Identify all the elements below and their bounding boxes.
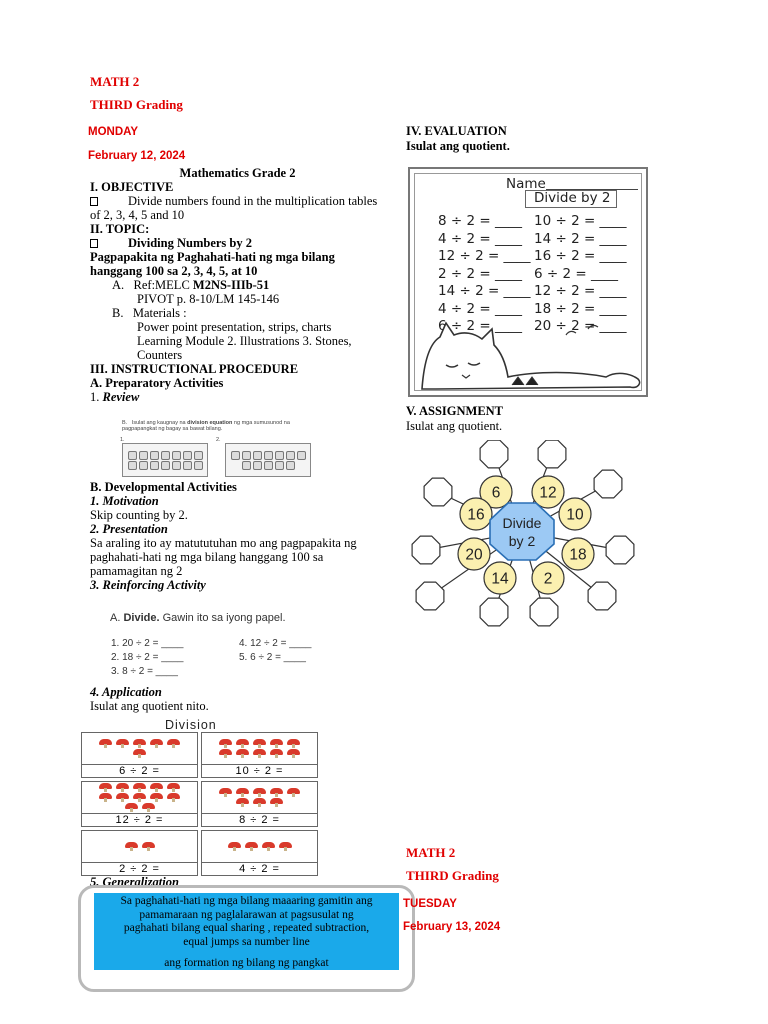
rf-item: 5. 6 ÷ 2 = ____ bbox=[239, 652, 306, 663]
ref-line bbox=[90, 278, 385, 292]
worksheet-problem: 6 ÷ 2 = ____ bbox=[438, 318, 522, 334]
outer-answer-octagon bbox=[530, 598, 558, 626]
division-card bbox=[81, 830, 198, 876]
lesson-plan bbox=[90, 166, 385, 404]
worksheet-problem: 4 ÷ 2 = ____ bbox=[438, 230, 522, 247]
reinforcing-items bbox=[111, 638, 349, 677]
evaluation-heading: IV. EVALUATION bbox=[406, 124, 507, 138]
mushroom-icon bbox=[116, 793, 129, 802]
mushroom-icon bbox=[236, 739, 249, 748]
mushroom-icon bbox=[253, 749, 266, 758]
mushroom-icon bbox=[270, 739, 283, 748]
application-section bbox=[90, 685, 209, 713]
objective-heading: I. OBJECTIVE bbox=[90, 180, 174, 194]
review-item-2-num: 2. bbox=[216, 437, 221, 443]
mushroom-icon bbox=[142, 842, 155, 851]
mushroom-icon bbox=[270, 798, 283, 807]
mushroom-icon bbox=[279, 842, 292, 851]
flower-center bbox=[490, 503, 554, 560]
mushroom-icon bbox=[219, 739, 232, 748]
dev-heading: B. Developmental Activities bbox=[90, 480, 237, 494]
materials-label: B. bbox=[112, 306, 124, 320]
generalization-box bbox=[94, 893, 399, 970]
topic-heading: II. TOPIC: bbox=[90, 222, 150, 236]
division-card bbox=[201, 830, 318, 876]
rf-bold: Divide. bbox=[123, 612, 160, 624]
mushroom-icon bbox=[219, 749, 232, 758]
mushroom-icon bbox=[287, 788, 300, 797]
worksheet-problem: 2 ÷ 2 = ____ bbox=[438, 265, 522, 282]
mushroom-icon bbox=[253, 798, 266, 807]
reinforcing-instruction bbox=[110, 612, 286, 624]
mushroom-group bbox=[202, 782, 317, 813]
worksheet-name-label: Name bbox=[506, 176, 546, 192]
mushroom-group bbox=[82, 831, 197, 862]
mushroom-icon bbox=[150, 793, 163, 802]
mushroom-icon bbox=[287, 739, 300, 748]
mushroom-icon bbox=[167, 783, 180, 792]
generalization-heading: 5. Generalization bbox=[90, 875, 179, 889]
review-label: Review bbox=[102, 390, 140, 404]
mushroom-icon bbox=[142, 803, 155, 812]
mushroom-icon bbox=[167, 793, 180, 802]
worksheet-problem: 18 ÷ 2 = ____ bbox=[534, 300, 627, 317]
application-heading: 4. Application bbox=[90, 685, 162, 699]
review-ins-post: ng mga sumusunod na pagpapangkat ng bagay sa bawat bilang. bbox=[122, 420, 290, 432]
division-equation: 2 ÷ 2 = bbox=[82, 862, 197, 875]
mushroom-icon bbox=[99, 783, 112, 792]
presentation-text-1: Sa araling ito ay matututuhan mo ang pagpapakita ng bbox=[90, 536, 357, 550]
review-image-2 bbox=[225, 443, 311, 477]
worksheet-problem: 10 ÷ 2 = ____ bbox=[534, 213, 627, 229]
worksheet-problem: 4 ÷ 2 = ____ bbox=[438, 300, 522, 317]
mushroom-icon bbox=[253, 739, 266, 748]
assignment-instruction: Isulat ang quotient. bbox=[406, 419, 503, 433]
mushroom-icon bbox=[287, 749, 300, 758]
day-label: MONDAY bbox=[88, 126, 139, 138]
presentation-text-2: paghahati-hati ng mga bilang hanggang 100 sa pamamagitan ng 2 bbox=[90, 550, 324, 578]
petal-number: 6 bbox=[491, 484, 501, 502]
mushroom-icon bbox=[236, 749, 249, 758]
mushroom-icon bbox=[270, 749, 283, 758]
review-ins-bold: division equation bbox=[187, 420, 233, 426]
mushroom-group bbox=[202, 733, 317, 764]
division-title: Division bbox=[165, 718, 217, 732]
outer-answer-octagon bbox=[424, 478, 452, 506]
rf-item: 1. 20 ÷ 2 = ____ bbox=[111, 638, 184, 649]
petal-number: 18 bbox=[569, 546, 587, 564]
mushroom-icon bbox=[133, 793, 146, 802]
mushroom-icon bbox=[167, 739, 180, 748]
mushroom-icon bbox=[270, 788, 283, 797]
mushroom-icon bbox=[133, 749, 146, 758]
date-label: February 12, 2024 bbox=[88, 150, 186, 162]
mushroom-icon bbox=[228, 842, 241, 851]
checkbox-square-icon bbox=[90, 197, 98, 206]
worksheet-problem: 20 ÷ 2 = ____ bbox=[534, 318, 627, 334]
materials-item-1: Power point presentation, strips, charts bbox=[137, 320, 332, 334]
generalization-line: Sa paghahati-hati ng mga bilang maaaring gamitin ang bbox=[120, 895, 373, 907]
ref-prefix: Ref:MELC bbox=[133, 278, 193, 292]
divide-by-2-flower bbox=[408, 440, 638, 630]
mushroom-icon bbox=[262, 842, 275, 851]
petal-number: 16 bbox=[467, 506, 485, 524]
prep-heading: A. Preparatory Activities bbox=[90, 376, 224, 390]
materials-item-2: Learning Module 2. Illustrations 3. Stones, Counters bbox=[137, 334, 352, 362]
petal-number: 10 bbox=[566, 506, 584, 524]
sleeping-cat-illustration bbox=[416, 321, 648, 393]
review-ins-num: B. bbox=[122, 420, 128, 426]
petal-number: 20 bbox=[465, 546, 483, 564]
mushroom-icon bbox=[116, 783, 129, 792]
materials-heading: Materials : bbox=[132, 306, 187, 320]
review-num: 1. bbox=[90, 390, 103, 404]
application-text: Isulat ang quotient nito. bbox=[90, 699, 209, 713]
checkbox-square-icon bbox=[90, 239, 98, 248]
next-day-label: TUESDAY bbox=[403, 898, 457, 910]
worksheet-divide-label: Divide by 2 bbox=[534, 190, 611, 206]
division-card bbox=[201, 781, 318, 827]
reinforcing-heading: 3. Reinforcing Activity bbox=[90, 578, 206, 592]
rf-item: 3. 8 ÷ 2 = ____ bbox=[111, 666, 178, 677]
mushroom-icon bbox=[99, 739, 112, 748]
worksheet-problem: 14 ÷ 2 = ____ bbox=[534, 230, 627, 247]
outer-answer-octagon bbox=[538, 440, 566, 468]
objective-item bbox=[90, 194, 385, 222]
topic-description: Pagpapakita ng Paghahati-hati ng mga bilang hanggang 100 sa 2, 3, 4, 5, at 10 bbox=[90, 250, 335, 278]
division-equation: 4 ÷ 2 = bbox=[202, 862, 317, 875]
mushroom-icon bbox=[253, 788, 266, 797]
evaluation-worksheet bbox=[408, 167, 648, 397]
ref-label: A. bbox=[112, 278, 125, 292]
mushroom-group bbox=[202, 831, 317, 862]
motivation-heading: 1. Motivation bbox=[90, 494, 159, 508]
outer-answer-octagon bbox=[416, 582, 444, 610]
mushroom-icon bbox=[125, 842, 138, 851]
outer-answer-octagon bbox=[480, 598, 508, 626]
outer-answer-octagon bbox=[606, 536, 634, 564]
outer-answer-octagon bbox=[594, 470, 622, 498]
next-grading-title: THIRD Grading bbox=[406, 868, 499, 883]
objective-text: Divide numbers found in the multiplication tables of 2, 3, 4, 5 and 10 bbox=[90, 194, 378, 222]
grading-title: THIRD Grading bbox=[90, 97, 183, 112]
division-equation: 12 ÷ 2 = bbox=[82, 813, 197, 826]
review-ins-pre: Isulat ang kaugnay na bbox=[131, 420, 188, 426]
generalization-line: pamamaraan ng paglalarawan at pagsusulat ng bbox=[139, 908, 354, 921]
outer-answer-octagon bbox=[412, 536, 440, 564]
review-line bbox=[90, 390, 385, 404]
procedure-heading: III. INSTRUCTIONAL PROCEDURE bbox=[90, 362, 299, 376]
division-card bbox=[81, 732, 198, 778]
evaluation-instruction: Isulat ang quotient. bbox=[406, 139, 510, 153]
worksheet-problem: 8 ÷ 2 = ____ bbox=[438, 213, 522, 229]
presentation-heading: 2. Presentation bbox=[90, 522, 168, 536]
generalization-line: ang formation ng bilang ng pangkat bbox=[164, 957, 329, 969]
worksheet-problem: 6 ÷ 2 = ____ bbox=[534, 265, 618, 282]
review-instruction bbox=[122, 420, 322, 432]
lesson-title: Mathematics Grade 2 bbox=[179, 166, 296, 180]
rf-label: A. bbox=[110, 612, 124, 624]
pivot-line: PIVOT p. 8-10/LM 145-146 bbox=[137, 292, 280, 306]
assignment-heading: V. ASSIGNMENT bbox=[406, 404, 504, 418]
topic-bold: Dividing Numbers by 2 bbox=[128, 236, 252, 250]
mushroom-icon bbox=[125, 803, 138, 812]
ref-code: M2NS-IIIb-51 bbox=[192, 278, 270, 292]
petal-number: 14 bbox=[491, 570, 509, 588]
subject-title: MATH 2 bbox=[90, 74, 140, 89]
next-subject-title: MATH 2 bbox=[406, 845, 456, 860]
mushroom-group bbox=[82, 782, 197, 813]
rf-item: 4. 12 ÷ 2 = ____ bbox=[239, 638, 312, 649]
motivation-text: Skip counting by 2. bbox=[90, 508, 188, 522]
mushroom-icon bbox=[133, 783, 146, 792]
division-equation: 8 ÷ 2 = bbox=[202, 813, 317, 826]
materials-line bbox=[90, 306, 385, 320]
review-image-1 bbox=[122, 443, 208, 477]
generalization-line: equal jumps sa number line bbox=[183, 935, 310, 948]
mushroom-group bbox=[82, 733, 197, 764]
mushroom-icon bbox=[116, 739, 129, 748]
worksheet-problem: 12 ÷ 2 = ____ bbox=[534, 283, 627, 299]
flower-center-line1: Divide bbox=[502, 515, 542, 531]
mushroom-icon bbox=[236, 788, 249, 797]
division-card bbox=[201, 732, 318, 778]
rf-item: 2. 18 ÷ 2 = ____ bbox=[111, 652, 184, 663]
mushroom-icon bbox=[133, 739, 146, 748]
rf-rest: Gawin ito sa iyong papel. bbox=[159, 612, 286, 624]
developmental-section bbox=[90, 480, 390, 592]
review-item-1-num: 1. bbox=[120, 437, 125, 443]
mushroom-icon bbox=[150, 739, 163, 748]
mushroom-icon bbox=[219, 788, 232, 797]
petal-number: 2 bbox=[543, 570, 553, 588]
worksheet-problem: 12 ÷ 2 = ____ bbox=[438, 248, 531, 264]
generalization-line: paghahati bilang equal sharing , repeated subtraction, bbox=[123, 922, 370, 934]
mushroom-icon bbox=[245, 842, 258, 851]
outer-answer-octagon bbox=[588, 582, 616, 610]
division-equation: 6 ÷ 2 = bbox=[82, 764, 197, 777]
worksheet-problem: 16 ÷ 2 = ____ bbox=[534, 248, 627, 264]
next-date-label: February 13, 2024 bbox=[403, 921, 501, 933]
topic-item bbox=[90, 236, 385, 250]
mushroom-icon bbox=[150, 783, 163, 792]
division-card bbox=[81, 781, 198, 827]
outer-answer-octagon bbox=[480, 440, 508, 468]
flower-center-line2: by 2 bbox=[508, 533, 536, 549]
division-equation: 10 ÷ 2 = bbox=[202, 764, 317, 777]
petal-number: 12 bbox=[539, 484, 557, 502]
mushroom-icon bbox=[236, 798, 249, 807]
worksheet-problem: 14 ÷ 2 = ____ bbox=[438, 283, 531, 299]
mushroom-icon bbox=[99, 793, 112, 802]
